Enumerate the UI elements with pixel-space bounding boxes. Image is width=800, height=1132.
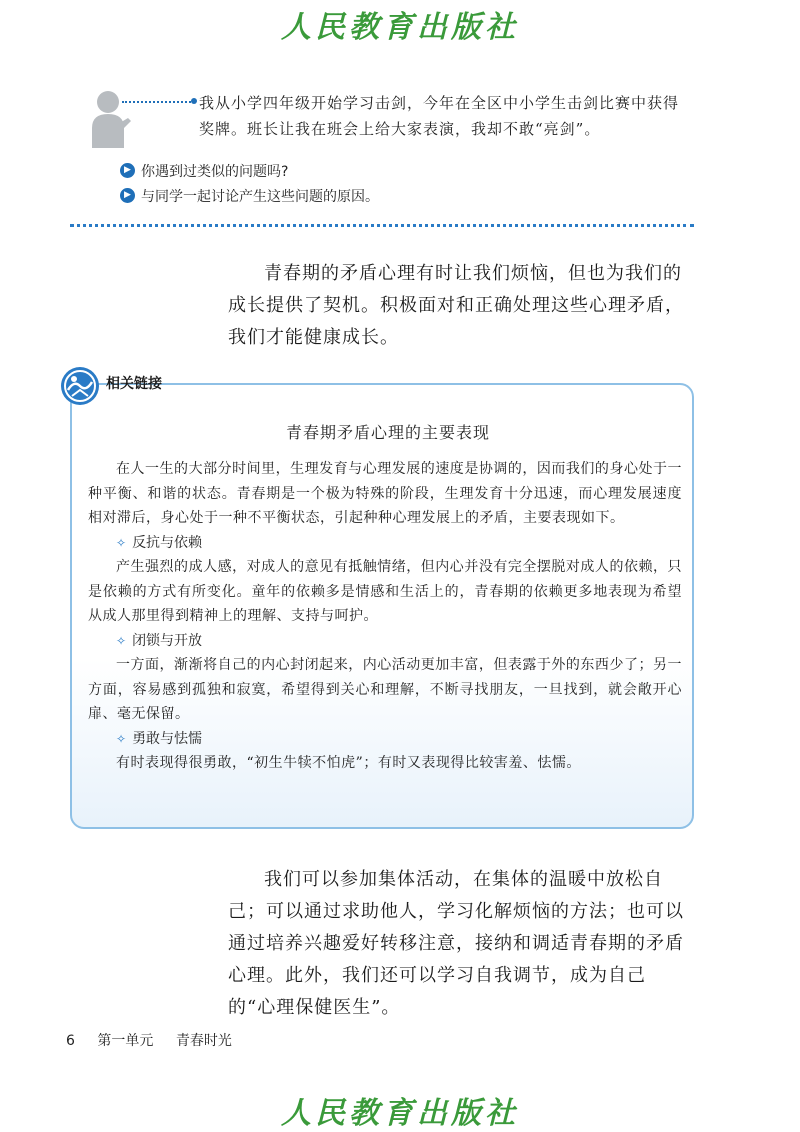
section-text: 产生强烈的成人感，对成人的意见有抵触情绪，但内心并没有完全摆脱对成人的依赖，只是依赖的方式有所变化。童年的依赖多是情感和生活上的，青春期的依赖更多地表现为希望从成人那里得到精神上的理解、支持与呵护。 — [88, 559, 682, 624]
publisher-logo-bottom: 人民教育出版社 — [281, 1096, 519, 1131]
page-number: 6 — [66, 1033, 75, 1049]
page-footer — [66, 1030, 250, 1050]
section-heading — [88, 629, 682, 654]
related-link-intro: 在人一生的大部分时间里，生理发育与心理发展的速度是协调的，因而我们的身心处于一种平衡、和谐的状态。青春期是一个极为特殊的阶段，生理发育十分迅速，而心理发展速度相对滞后，身心处于一种不平衡状态，引起种种心理发展上的矛盾，主要表现如下。 — [88, 461, 682, 526]
diamond-bullet-icon: ✧ — [116, 731, 127, 746]
arrow-bullet-icon: ▶ — [120, 163, 135, 178]
body-paragraph-1: 青春期的矛盾心理有时让我们烦恼，但也为我们的成长提供了契机。积极面对和正确处理这些心理矛盾，我们才能健康成长。 — [228, 263, 684, 348]
section-heading-text: 勇敢与怯懦 — [132, 730, 203, 747]
section-heading — [88, 727, 682, 752]
section-heading-text: 闭锁与开放 — [132, 632, 203, 649]
body-paragraph-2: 我们可以参加集体活动，在集体的温暖中放松自己；可以通过求助他人，学习化解烦恼的方法；也可以通过培养兴趣爱好转移注意，接纳和调适青春期的矛盾心理。此外，我们还可以学习自我调节，成为自己的“心理保健医生”。 — [228, 869, 684, 1018]
related-link-title: 青春期矛盾心理的主要表现 — [285, 423, 490, 442]
section-heading-text: 反抗与依赖 — [132, 534, 203, 551]
related-link-label: 相关链接 — [106, 376, 162, 392]
unit-title: 青春时光 — [175, 1033, 232, 1049]
section-divider — [70, 224, 694, 227]
question-text: 你遇到过类似的问题吗? — [141, 163, 289, 180]
question-text: 与同学一起讨论产生这些问题的原因。 — [141, 188, 379, 205]
question-item — [120, 183, 379, 208]
section-text: 有时表现得很勇敢，“初生牛犊不怕虎”；有时又表现得比较害羞、怯懦。 — [116, 755, 581, 771]
section-heading — [88, 531, 682, 556]
speech-connector-end — [191, 98, 197, 104]
arrow-bullet-icon: ▶ — [120, 188, 135, 203]
student-silhouette-icon — [88, 88, 134, 148]
speech-connector — [122, 101, 194, 103]
unit-label: 第一单元 — [97, 1033, 154, 1049]
related-link-icon — [60, 366, 100, 406]
question-item — [120, 158, 379, 183]
diamond-bullet-icon: ✧ — [116, 535, 127, 550]
student-story: 我从小学四年级开始学习击剑，今年在全区中小学生击剑比赛中获得奖牌。班长让我在班会上给大家表演，我却不敢“亮剑”。 — [199, 94, 680, 138]
discussion-questions — [120, 158, 379, 208]
section-text: 一方面，渐渐将自己的内心封闭起来，内心活动更加丰富，但表露于外的东西少了；另一方面，容易感到孤独和寂寞，希望得到关心和理解，不断寻找朋友，一旦找到，就会敞开心扉、毫无保留。 — [88, 657, 682, 722]
publisher-logo-top: 人民教育出版社 — [281, 10, 519, 45]
related-link-content — [88, 420, 682, 776]
diamond-bullet-icon: ✧ — [116, 633, 127, 648]
